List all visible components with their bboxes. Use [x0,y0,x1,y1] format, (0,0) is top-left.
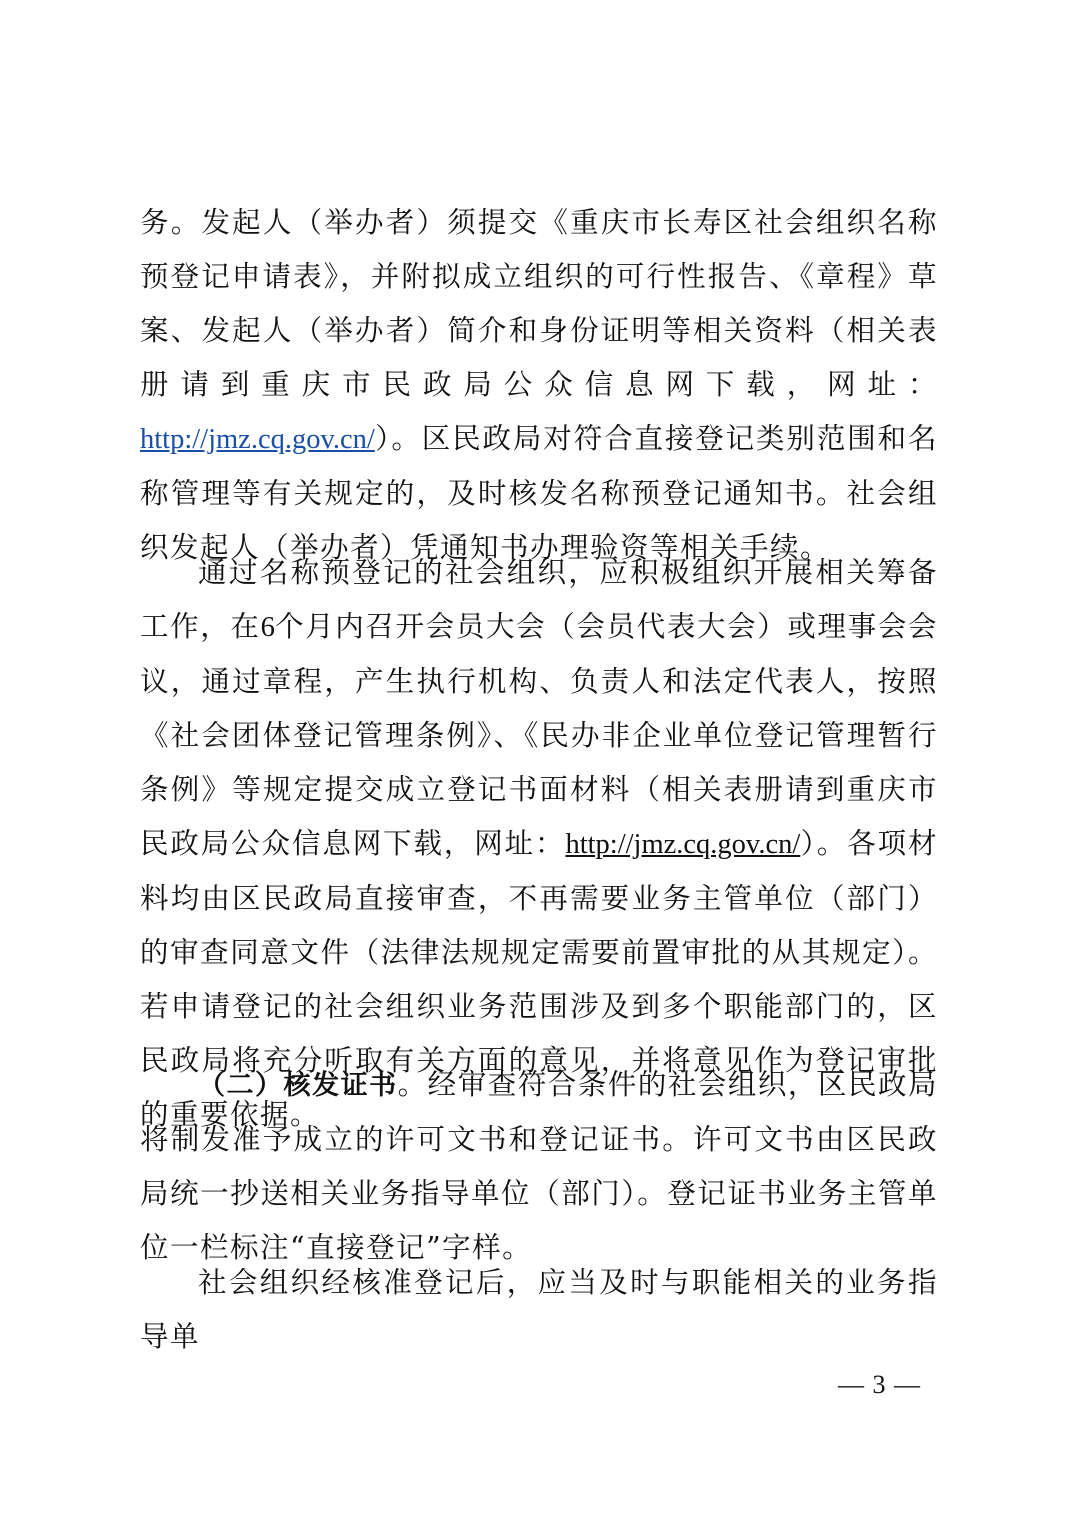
text-run: 个月内召开会员大会（会员代表大会）或理事会会议，通过章程，产生执行机构、负责人和法定代表人，按照《社会团体登记管理条例》、《民办非企业单位登记管理暂行条例》等规定提交成立登记书面材料（相关表册请到重庆市民政局公众信息网下载，网址： [140,610,938,860]
number-months: 6 [260,612,275,643]
website-link[interactable]: http://jmz.cq.gov.cn/ [565,829,801,860]
text-run: ）。各项材料均由区民政局直接审查，不再需要业务主管单位（部门）的审查同意文件（法律法规规定需要前置审批的从其规定）。若申请登记的社会组织业务范围涉及到多个职能部门的，区民政局将充分听取有关方面的意见，并将意见作为登记审批的重要依据。 [140,827,938,1131]
page-number: — 3 — [838,1370,921,1399]
paragraph-name-preregistration [140,196,938,575]
text-run: ）。区民政局对符合直接登记类别范围和名称管理等有关规定的，及时核发名称预登记通知书。社会组织发起人（举办者）凭通知书办理验资等相关手续。 [140,422,938,564]
paragraph-after-registration [140,1256,938,1364]
paragraph-issue-certificate [140,1058,938,1275]
paragraph-preparation-work [140,546,938,1142]
text-run: 社会组织经核准登记后，应当及时与职能相关的业务指导单 [140,1266,938,1353]
text-run: 。经审查符合条件的社会组织，区民政局将制发准予成立的许可文书和登记证书。许可文书由区民政局统一抄送相关业务指导单位（部门）。登记证书业务主管单位一栏标注“直接登记”字样。 [140,1068,939,1264]
section-heading: （二）核发证书 [198,1070,398,1101]
website-link[interactable]: http://jmz.cq.gov.cn/ [140,424,375,455]
text-run: 务。发起人（举办者）须提交《重庆市长寿区社会组织名称预登记申请表》，并附拟成立组织的可行性报告、《章程》草案、发起人（举办者）简介和身份证明等相关资料（相关表册请到重庆市民政局公众信息网下载，网址： [140,206,938,401]
text-run: 通过名称预登记的社会组织，应积极组织开展相关筹备工作，在 [140,556,938,643]
